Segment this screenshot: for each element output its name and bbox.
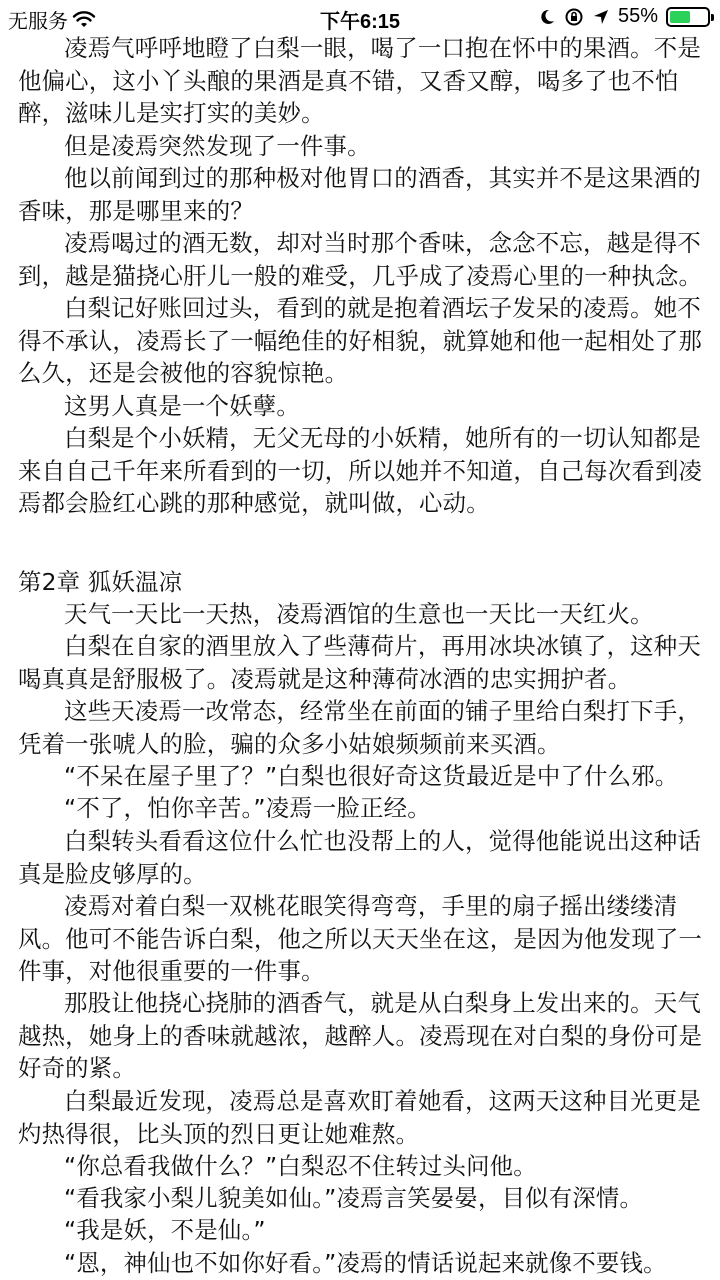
paragraph: 白梨转头看看这位什么忙也没帮上的人，觉得他能说出这种话真是脸皮够厚的。 — [18, 827, 701, 888]
paragraph: “你总看我做什么？”白梨忍不住转过头问他。 — [64, 1152, 537, 1180]
paragraph: 白梨记好账回过头，看到的就是抱着酒坛子发呆的凌焉。她不得不承认，凌焉长了一幅绝佳的好相貌，就算她和他一起相处了那么久，还是会被他的容貌惊艳。 — [18, 294, 703, 387]
paragraph: “不呆在屋子里了？”白梨也很好奇这货最近是中了什么邪。 — [64, 762, 679, 790]
battery-level — [670, 11, 690, 23]
battery-percent: 55% — [617, 5, 658, 27]
paragraph: 白梨在自家的酒里放入了些薄荷片，再用冰块冰镇了，这种天喝真真是舒服极了。凌焉就是这种薄荷冰酒的忠实拥护者。 — [18, 632, 701, 693]
paragraph: 白梨是个小妖精，无父无母的小妖精，她所有的一切认知都是来自自己千年来所看到的一切，所以她并不知道，自己每次看到凌焉都会脸红心跳的那种感觉，就叫做，心动。 — [18, 424, 703, 517]
carrier-label: 无服务 — [8, 11, 68, 33]
paragraph: 天气一天比一天热，凌焉酒馆的生意也一天比一天红火。 — [64, 600, 654, 628]
paragraph: “不了，怕你辛苦。”凌焉一脸正经。 — [64, 794, 431, 822]
status-bar — [0, 0, 720, 34]
paragraph: 他以前闻到过的那种极对他胃口的酒香，其实并不是这果酒的香味，那是哪里来的？ — [18, 164, 701, 225]
orientation-lock-icon — [564, 7, 584, 27]
status-right — [538, 5, 710, 28]
chapter-title: 第2章 狐妖温凉 — [18, 568, 183, 596]
paragraph: 凌焉喝过的酒无数，却对当时那个香味，念念不忘，越是得不到，越是猫挠心肝儿一般的难受，几乎成了凌焉心里的一种执念。 — [18, 229, 703, 290]
battery-tip — [711, 14, 714, 21]
paragraph: “我是妖，不是仙。” — [64, 1216, 266, 1244]
paragraph: 白梨最近发现，凌焉总是喜欢盯着她看，这两天这种目光更是灼热得很，比头顶的烈日更让她难熬。 — [18, 1087, 701, 1148]
paragraph: “看我家小梨儿貌美如仙。”凌焉言笑晏晏，目似有深情。 — [64, 1184, 644, 1212]
paragraph: 凌焉气呼呼地瞪了白梨一眼，喝了一口抱在怀中的果酒。不是他偏心，这小丫头酿的果酒是真不错，又香又醇，喝多了也不怕醉，滋味儿是实打实的美妙。 — [18, 34, 701, 127]
paragraph: 那股让他挠心挠肺的酒香气，就是从白梨身上发出来的。天气越热，她身上的香味就越浓，越醉人。凌焉现在对白梨的身份可是好奇的紧。 — [18, 989, 703, 1082]
battery-icon — [666, 7, 710, 27]
paragraph: 这些天凌焉一改常态，经常坐在前面的铺子里给白梨打下手，凭着一张唬人的脸，骗的众多小姑娘频频前来买酒。 — [18, 697, 701, 758]
location-icon — [592, 8, 610, 26]
paragraph: 凌焉对着白梨一双桃花眼笑得弯弯，手里的扇子摇出缕缕清风。他可不能告诉白梨，他之所以天天坐在这，是因为他发现了一件事，对他很重要的一件事。 — [18, 892, 703, 985]
moon-icon — [538, 8, 556, 26]
paragraph: “恩，神仙也不如你好看。”凌焉的情话说起来就像不要钱。 — [64, 1249, 667, 1277]
paragraph: 但是凌焉突然发现了一件事。 — [64, 132, 371, 160]
paragraph: 这男人真是一个妖孽。 — [64, 392, 300, 420]
clock: 下午6:15 — [319, 11, 401, 33]
